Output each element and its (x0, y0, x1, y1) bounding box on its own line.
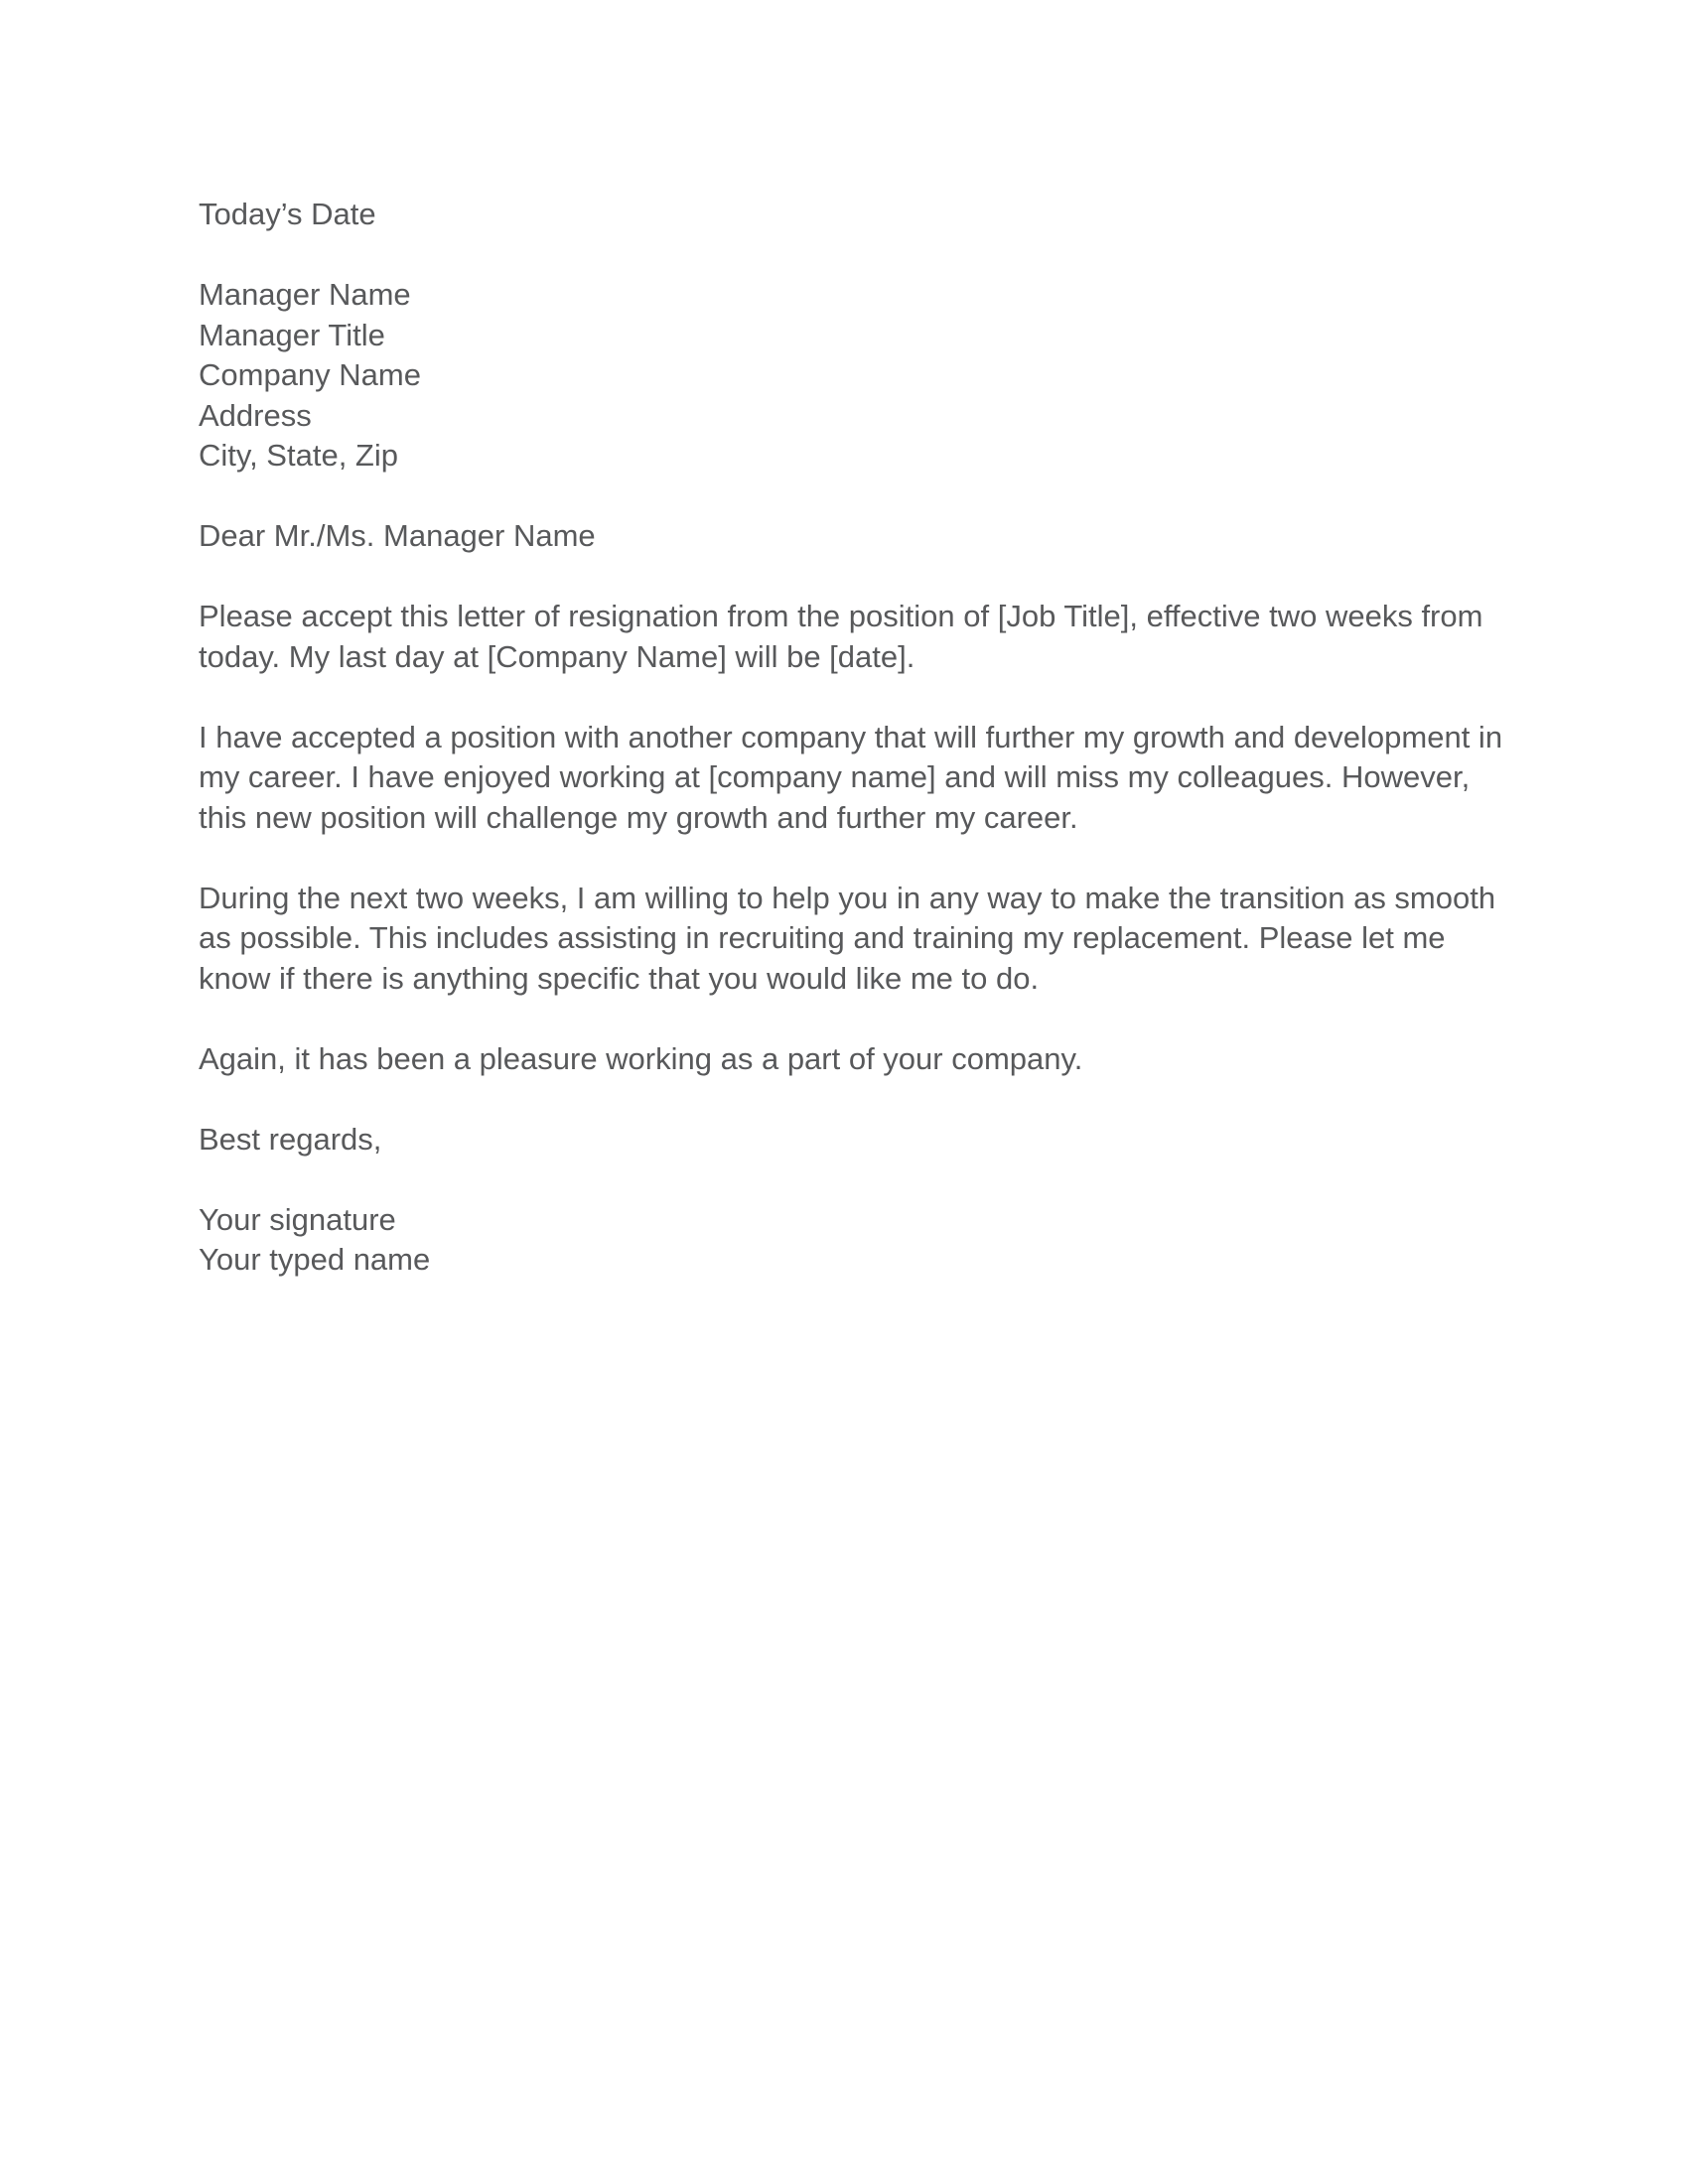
letter-date: Today’s Date (199, 197, 376, 231)
paragraph-line: During the next two weeks, I am willing to help you in any way to make the transition as smooth (199, 880, 1496, 915)
body-paragraph-4 (199, 1039, 1489, 1080)
letter-date-block (199, 195, 1489, 235)
recipient-city-state-zip: City, State, Zip (199, 438, 398, 473)
recipient-address-block (199, 275, 1489, 477)
paragraph-line: as possible. This includes assisting in recruiting and training my replacement. Please let me (199, 920, 1446, 955)
body-paragraph-1 (199, 597, 1489, 677)
recipient-address: Address (199, 397, 312, 433)
signature-block (199, 1200, 1489, 1281)
closing: Best regards, (199, 1121, 382, 1157)
body-paragraph-3 (199, 879, 1496, 1000)
recipient-name: Manager Name (199, 277, 411, 312)
paragraph-line: Again, it has been a pleasure working as a part of your company. (199, 1040, 1083, 1076)
paragraph-line: today. My last day at [Company Name] will be [date]. (199, 638, 915, 674)
signature: Your signature (199, 1201, 396, 1237)
paragraph-line: this new position will challenge my growth and further my career. (199, 799, 1078, 835)
closing-block (199, 1120, 1489, 1160)
typed-name: Your typed name (199, 1242, 431, 1277)
paragraph-line: my career. I have enjoyed working at [company name] and will miss my colleagues. However, (199, 759, 1471, 794)
paragraph-line: know if there is anything specific that you would like me to do. (199, 960, 1040, 996)
paragraph-line: I have accepted a position with another company that will further my growth and development in (199, 719, 1503, 754)
resignation-letter (199, 195, 1503, 1320)
recipient-company: Company Name (199, 357, 421, 392)
paragraph-line: Please accept this letter of resignation from the position of [Job Title], effective two weeks from (199, 599, 1483, 633)
body-paragraph-2 (199, 718, 1503, 839)
salutation: Dear Mr./Ms. Manager Name (199, 518, 596, 553)
recipient-title: Manager Title (199, 317, 385, 352)
salutation-block (199, 516, 1489, 557)
